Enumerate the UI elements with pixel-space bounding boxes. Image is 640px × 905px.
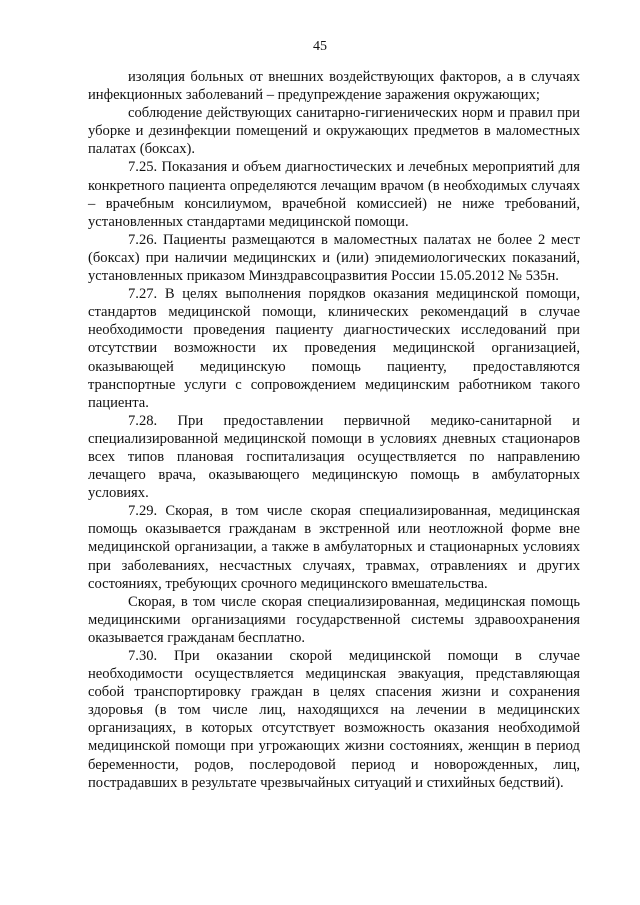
paragraph-sanitary-norms: соблюдение действующих санитарно-гигиенических норм и правил при уборке и дезинфекции помещений и окружающих предметов в маломестных палатах (боксах). [88, 105, 580, 158]
paragraph-7-26: 7.26. Пациенты размещаются в маломестных палатах не более 2 мест (боксах) при наличии медицинских и (или) эпидемиологических показаний, установленных приказом Минздравсоцразвития России 15.05.2012 № 535н. [88, 231, 580, 285]
document-body [88, 68, 580, 792]
paragraph-emergency-free: Скорая, в том числе скорая специализированная, медицинская помощь медицинскими организациями государственной системы здравоохранения оказывается гражданам бесплатно. [88, 593, 580, 646]
paragraph-7-29: 7.29. Скорая, в том числе скорая специализированная, медицинская помощь оказывается гражданам в экстренной или неотложной форме вне медицинской организации, а также в амбулаторных и стационарных условиях при заболеваниях, несчастных случаях, травмах, отравлениях и других состояниях, требующих срочного медицинского вмешательства. [88, 503, 580, 592]
page-number: 45 [313, 39, 327, 54]
paragraph-7-25: 7.25. Показания и объем диагностических и лечебных мероприятий для конкретного пациента определяются лечащим врачом (в необходимых случаях – врачебным консилиумом, врачебной комиссией) не ниже требований, установленных стандартами медицинской помощи. [88, 159, 580, 230]
paragraph-7-27: 7.27. В целях выполнения порядков оказания медицинской помощи, стандартов медицинской помощи, клинических рекомендаций в случае необходимости проведения пациенту диагностических исследований при отсутствии возможности их проведения медицинской организацией, оказывающей медицинскую помощь пациенту, предоставляются транспортные услуги с сопровождением медицинским работником такого пациента. [88, 286, 580, 411]
paragraph-7-30: 7.30. При оказании скорой медицинской помощи в случае необходимости осуществляется медицинская эвакуация, представляющая собой транспортировку граждан в целях спасения жизни и сохранения здоровья (в том числе лиц, находящихся на лечении в медицинских организациях, в которых отсутствует возможность оказания необходимой медицинской помощи при угрожающих жизни состояниях, женщин в период беременности, родов, послеродовой период и новорожденных, лиц, пострадавших в результате чрезвычайных ситуаций и стихийных бедствий). [88, 648, 580, 791]
paragraph-7-28: 7.28. При предоставлении первичной медико-санитарной и специализированной медицинской помощи в условиях дневных стационаров всех типов плановая госпитализация осуществляется по направлению лечащего врача, оказывающего медицинскую помощь в амбулаторных условиях. [88, 412, 580, 502]
paragraph-isolation: изоляция больных от внешних воздействующих факторов, а в случаях инфекционных заболеваний – предупреждение заражения окружающих; [88, 69, 580, 104]
